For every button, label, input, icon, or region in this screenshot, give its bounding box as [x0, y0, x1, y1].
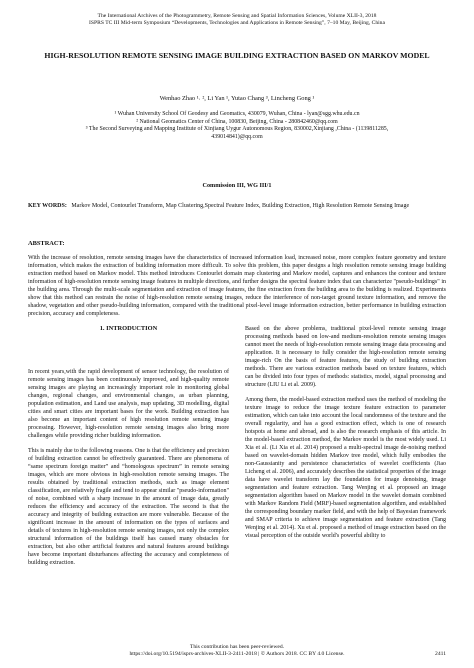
page-number: 2411	[435, 651, 446, 657]
peer-review-note: This contribution has been peer-reviewed.	[189, 644, 285, 650]
running-header-line-2: ISPRS TC III Mid-term Symposium “Developments, Technologies and Applications in Remote Sensing”, 7–10 May, Beijing, China	[89, 20, 385, 26]
right-paragraph-1: Based on the above problems, traditional pixel-level remote sensing image processing methods based on low-and medium-resolution remote sensing images cannot meet the needs of high-resolution remote sensing image data processing and application. It is necessary to fully consider the high-resolution remote sensing image-rich On the basis of feature features, the study of building extraction methods. There are various extraction methods based on texture features, which can be divided into four types of methods: statistics, model, signal processing and structure (LIU Li et al. 2009).	[245, 326, 446, 388]
introduction-heading: 1. INTRODUCTION	[99, 325, 158, 332]
paper-title: HIGH-RESOLUTION REMOTE SENSING IMAGE BUILDING EXTRACTION BASED ON MARKOV MODEL	[44, 51, 430, 60]
left-column	[28, 368, 229, 574]
keywords-block	[28, 203, 446, 211]
affiliations	[60, 111, 414, 141]
left-paragraph-2: This is mainly due to the following reasons. One is that the efficiency and precision of building extraction cannot be effectively guaranteed. There are phenomena of “same spectrum foreign matter” and “homologous spectrum” in remote sensing images, which are more obvious in high-resolution remote sensing images. The results obtained by traditional extraction methods, such as image element classification, are relatively fragile and tend to appear similar "pseudo-information" of noise, combined with a sharp increase in the amount of image data, greatly reduces the efficiency and accuracy of the extraction. The second is that the accuracy and integrity of building extraction are more vulnerable. Because of the significant increase in the amount of information on the types of surfaces and details of textures in high-resolution remote sensing images, not only the complex structural information of the buildings itself has caused many obstacles for extraction, but also other artificial features and natural features around buildings have become important disturbances affecting the accuracy and completeness of building extraction.	[28, 448, 229, 566]
commission-label: Commission III, WG III/1	[202, 182, 272, 189]
doi-line: https://doi.org/10.5194/isprs-archives-XLII-3-2411-2018 | © Authors 2018. CC BY 4.0 License.	[129, 651, 345, 657]
affiliation-3: ³ The Second Surveying and Mapping Institute of Xinjiang Uygur Autonomous Region, 830002,Xinjiang ,China - (1139811285, 439014841)@qq.com	[85, 126, 389, 140]
author-list: Wenhao Zhao ¹˒ ², Li Yan ¹, Yutao Chang ³, Lincheng Gong ¹	[159, 95, 315, 102]
page-footer	[0, 644, 474, 658]
affiliation-1: ¹ Wuhan University School Of Geodesy and Geomatics, 430079, Wuhan, China - lyan@sgg.whu.edu.cn	[114, 111, 360, 117]
keywords-label: KEY WORDS:	[28, 203, 67, 209]
right-paragraph-2: Among them, the model-based extraction method uses the method of modeling the texture image to reduce the image texture feature extraction to parameter estimation, which can take into account the local randomness of the texture and the overall regularity, and has a good extraction effect, which is one of research hotspots at home and abroad, and is also the research emphasis of this article. In the model-based extraction method, the Markov model is the most widely used. Li Xia et al. (Li Xia et al. 2014) proposed a multi-spectral image de-noising method based on wavelet-domain hidden Markov tree model, which fully embodies the non-Gaussianity and persistence characteristics of wavelet coefficients (Jiao Licheng et al. 2006), and accurately describes the statistical properties of the image data have wavelet transform lay the foundation for image denoising, image segmentation and feature extraction. Tang Wenjing et al. proposed an image segmentation algorithm based on Markov model in the wavelet domain combined with Markov Random Field (MRF)-based segmentation algorithm, and established the corresponding boundary marker field, and with the help of Bayesian framework and SMAP criteria to achieve image segmentation and feature extraction (Tang Wenjing et al. 2014). Xu et al. proposed a method of image extraction based on the visual perception of the outside world's powerful ability to	[245, 397, 446, 539]
affiliation-2: ² National Geomatics Center of China, 100830, Beijing, China - 280842460@qq.com	[136, 118, 338, 125]
running-header-line-1: The International Archives of the Photogrammetry, Remote Sensing and Spatial Information Sciences, Volume XLII-3, 2018	[97, 13, 377, 19]
right-column	[245, 325, 446, 547]
left-paragraph-1: In recent years,with the rapid development of sensor technology, the resolution of remote sensing images has been continuously improved, and high-quality remote sensing images are playing an increasingly important role in monitoring global changes, regional changes, and environmental changes, as urban planning, population estimation, and Land use analysis, map updating, 3D modelling, digital cities and smart cities are important bases for the work. Building extraction has also become an important content of high resolution remote sensing image processing. However, high-resolution remote sensing images also bring more challenges while providing richer building information.	[28, 369, 229, 439]
keywords-text: Markov Model, Contourlet Transform, Map Clustering,Spectral Feature Index, Building Extraction, High Resolution Remote Sensing Image	[71, 203, 410, 209]
abstract-heading: ABSTRACT:	[28, 240, 65, 247]
abstract-text: With the increase of resolution, remote sensing images have the characteristics of increased information load, increased noise, more complex feature geometry and texture information, which makes the extraction of building information more difficult. To solve this problem, this paper designs a high resolution remote sensing image building extraction method based on Markov model. This method introduces Contourlet domain map clustering and Markov model, captures and enhances the contour and texture information of high-resolution remote sensing image features in multiple directions, and further designs the spectral feature index that can characterize "pseudo-buildings" in the building area. Through the multi-scale segmentation and extraction of image features, the fine extraction from the building area to the building is realized. Experiments show that this method can restrain the noise of high-resolution remote sensing images, reduce the interference of non-target ground texture information, and remove the shadow, vegetation and other pseudo-building information, compared with the traditional pixel-level image information extraction, better performance in building extraction precision, accuracy and completeness.	[28, 255, 446, 317]
